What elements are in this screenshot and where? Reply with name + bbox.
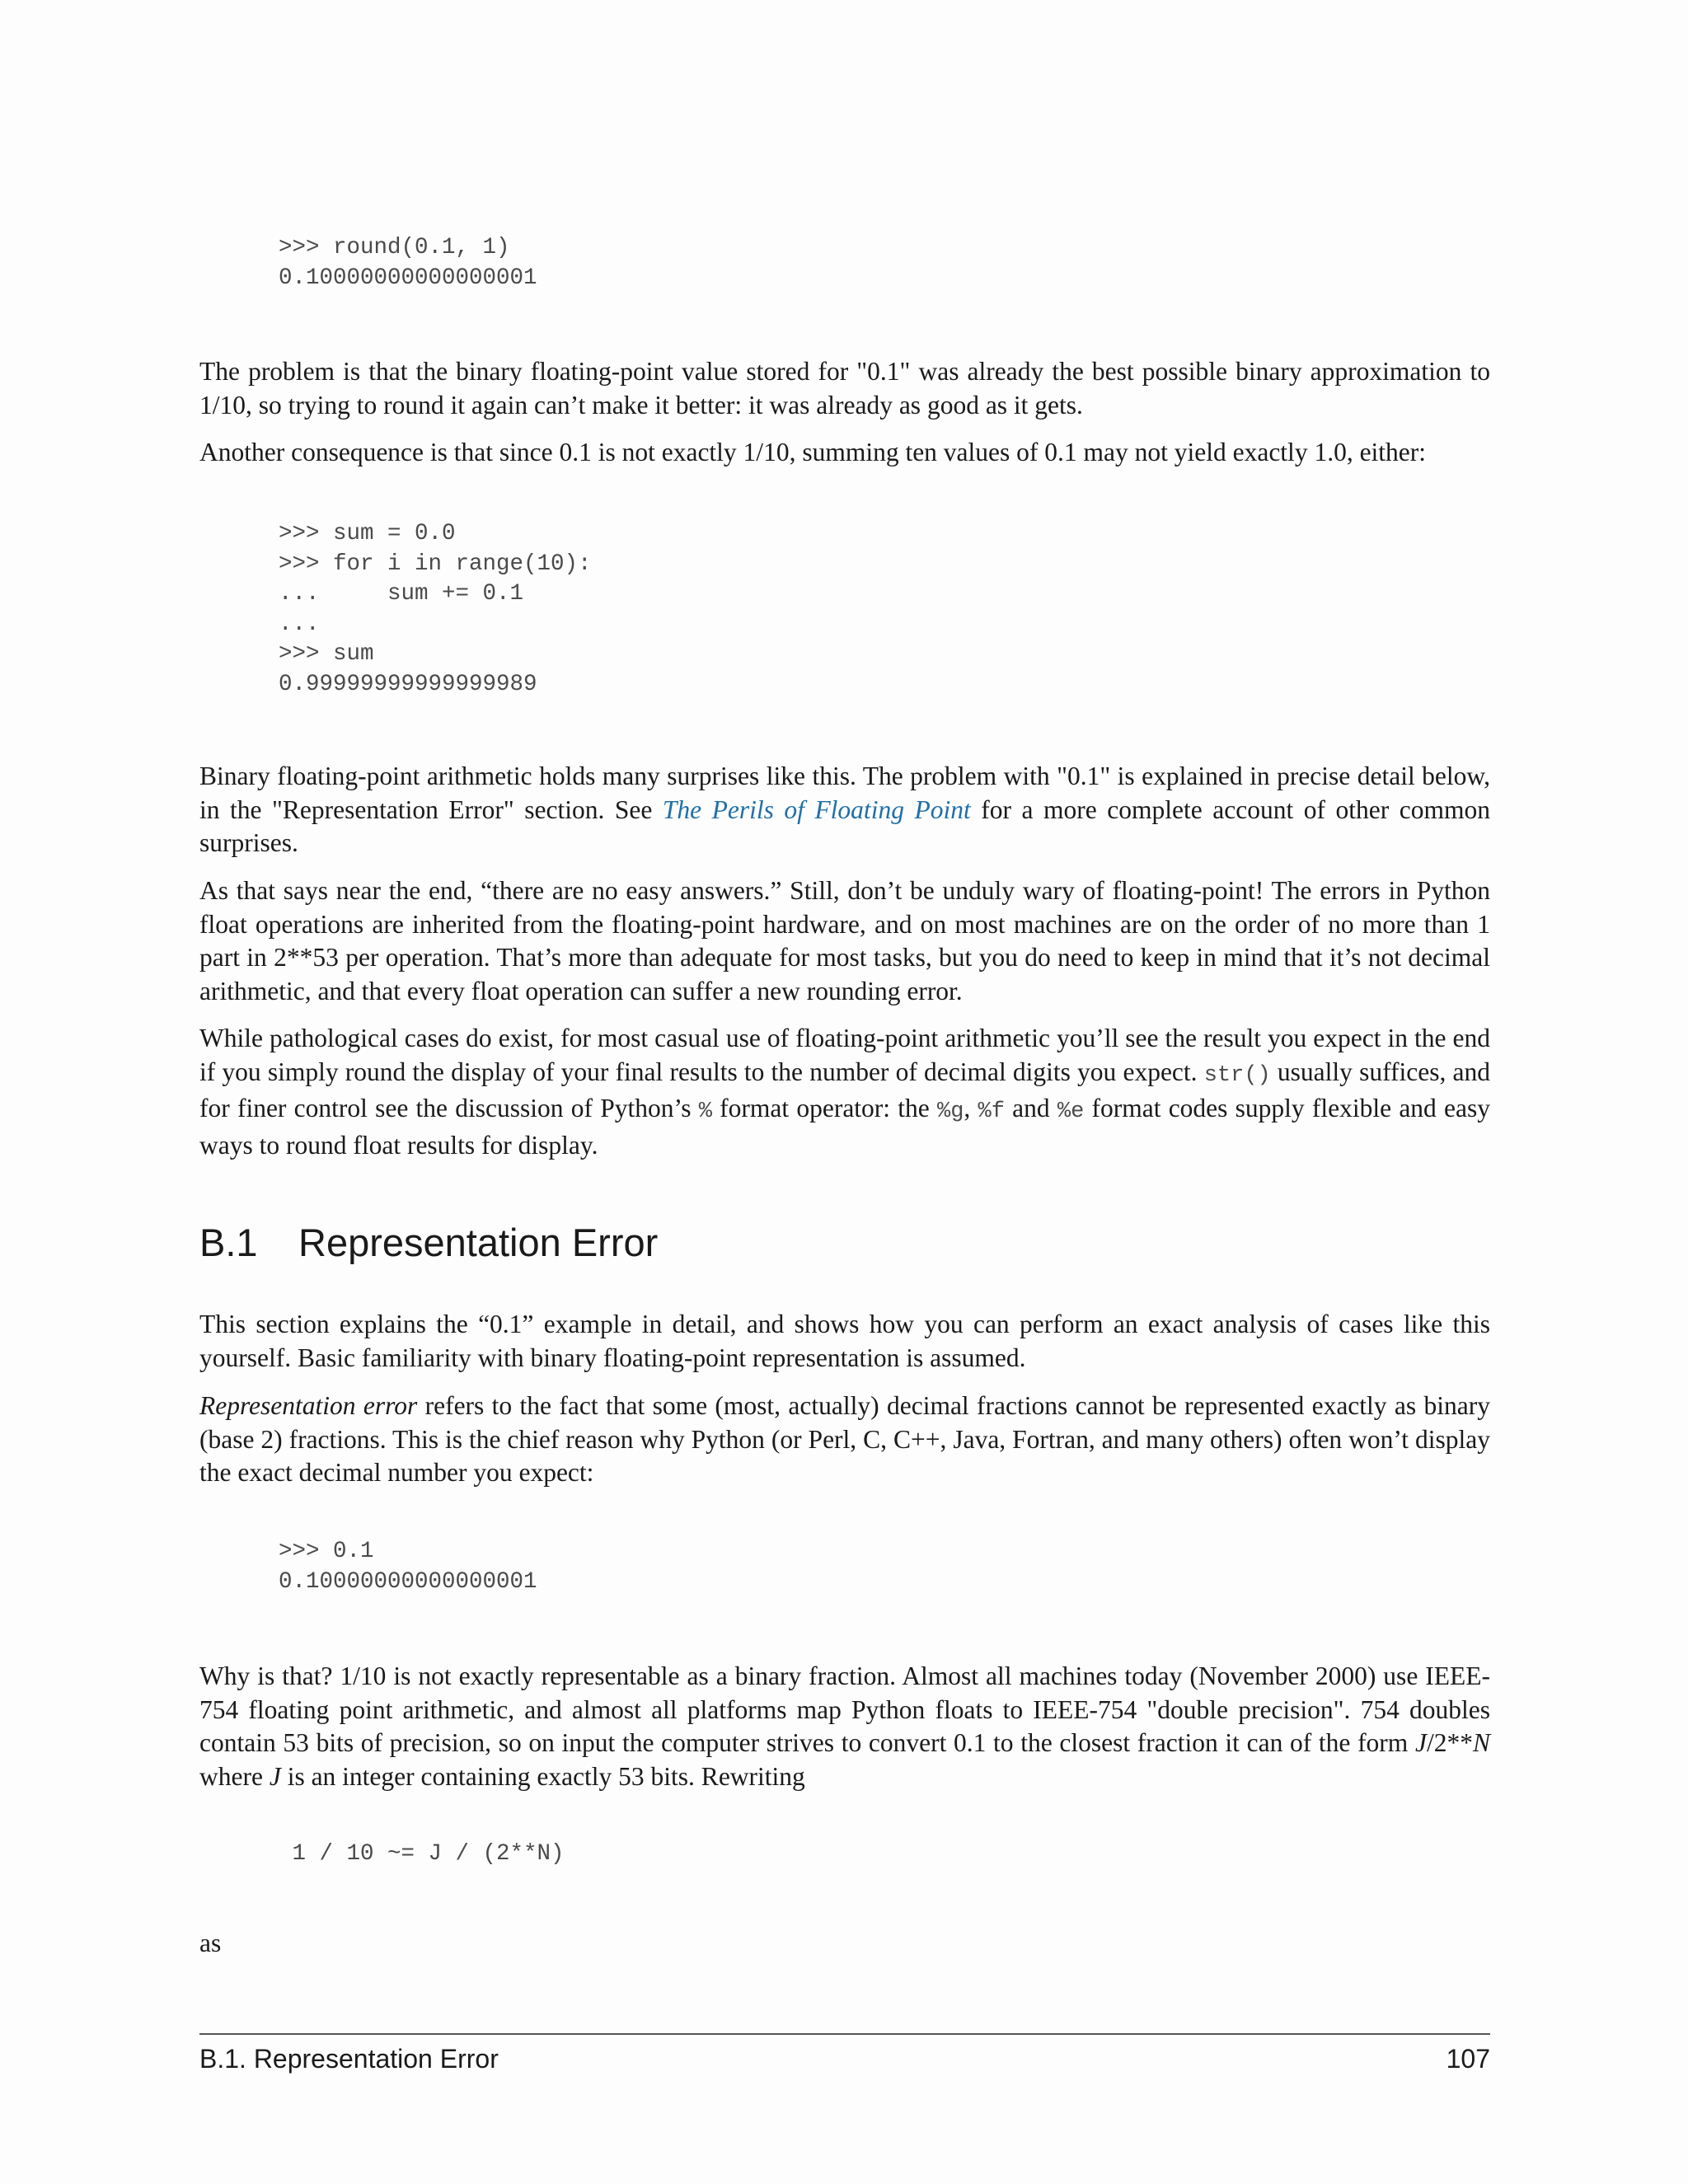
text-run: Binary floating-point arithmetic holds many surprises like this. The problem with "0.1" is explained in precise detail below, in the "Representation Error" section. See xyxy=(199,762,1490,824)
inline-code: str() xyxy=(1203,1062,1271,1088)
section-title-text: Representation Error xyxy=(298,1221,659,1264)
text-run: Why is that? 1/10 is not exactly representable as a binary fraction. Almost all machines today (November 2000) use IEEE-754 floating point arithmetic, and almost all platforms map Python floats to IEEE-754 "double precision". 754 doubles contain 53 bits of precision, so on input the computer strives to convert 0.1 to the closest fraction it can of the form xyxy=(199,1661,1490,1757)
code-block-round xyxy=(279,233,537,293)
text-run: usually suffices, and for finer control see the discussion of Python’s xyxy=(199,1057,1490,1122)
inline-code: % xyxy=(698,1099,712,1124)
math-var: N xyxy=(1472,1728,1490,1757)
code-line: >>> 0.1 xyxy=(279,1539,374,1564)
code-line: 1 / 10 ~= J / (2**N) xyxy=(279,1841,565,1867)
paragraph-section-intro xyxy=(199,1308,1490,1375)
code-block-point-one xyxy=(279,1537,537,1597)
inline-code: %f xyxy=(978,1099,1005,1124)
inline-code: %e xyxy=(1057,1099,1085,1124)
paragraph-representation-error xyxy=(199,1390,1490,1490)
math-var: J xyxy=(1414,1728,1427,1757)
code-line: >>> for i in range(10): xyxy=(279,551,592,577)
paragraph-text xyxy=(199,1660,1490,1793)
paragraph-text: As that says near the end, “there are no easy answers.” Still, don’t be unduly wary of floating-point! The errors in Python float operations are inherited from the floating-point hardware, and on most machines are on the order of no more than 1 part in 2**53 per operation. That’s more than adequate for most tasks, but you do need to keep in mind that it’s not decimal arithmetic, and that every float operation can suffer a new rounding error. xyxy=(199,876,1490,1005)
section-heading xyxy=(199,1220,1490,1266)
section-title xyxy=(199,1220,1490,1266)
paragraph-text xyxy=(199,760,1490,860)
page-footer xyxy=(199,2042,1490,2075)
paragraph-why xyxy=(199,1660,1490,1793)
text-run: for a more complete account of other common surprises. xyxy=(199,794,1490,857)
text-run: /2** xyxy=(1426,1728,1473,1757)
page-number: 107 xyxy=(1446,2044,1490,2074)
paragraph-consequence xyxy=(199,436,1490,470)
code-line: 0.99999999999999989 xyxy=(279,671,537,697)
inline-code: %g xyxy=(937,1099,964,1124)
perils-link[interactable]: The Perils of Floating Point xyxy=(662,794,971,824)
text-run: refers to the fact that some (most, actually) decimal fractions cannot be represented exactly as binary (base 2) fractions. This is the chief reason why Python (or Perl, C, C++, Java, Fortran, and many others) often won’t display the exact decimal number you expect: xyxy=(199,1391,1490,1487)
text-run: is an integer containing exactly 53 bits. Rewriting xyxy=(280,1761,805,1791)
code-line: >>> sum xyxy=(279,641,374,668)
paragraph-text: This section explains the “0.1” example in detail, and shows how you can perform an exact analysis of cases like this yourself. Basic familiarity with binary floating-point representation is assumed. xyxy=(199,1310,1490,1372)
paragraph-binary-value xyxy=(199,355,1490,422)
section-number: B.1 xyxy=(199,1221,258,1264)
code-line: ... sum += 0.1 xyxy=(279,581,524,607)
paragraph-as xyxy=(199,1927,1490,1961)
text-run: While pathological cases do exist, for most casual use of floating-point arithmetic you’ll see the result you expect in the end if you simply round the display of your final results to the number of decimal digits you expect. xyxy=(199,1024,1490,1086)
code-line: >>> sum = 0.0 xyxy=(279,521,456,546)
paragraph-text: The problem is that the binary floating-point value stored for "0.1" was already the best possible binary approximation to 1/10, so trying to round it again can’t make it better: it was already as good as it gets. xyxy=(199,357,1490,419)
text-run: where xyxy=(199,1761,270,1791)
text-run: format operator: the xyxy=(711,1094,937,1122)
footer-rule xyxy=(199,2033,1490,2035)
code-block-rewrite xyxy=(279,1840,565,1870)
paragraph-surprises xyxy=(199,760,1490,860)
paragraph-text: Another consequence is that since 0.1 is not exactly 1/10, summing ten values of 0.1 may not yield exactly 1.0, either: xyxy=(199,438,1427,466)
paragraph-text xyxy=(199,1022,1490,1162)
code-line: 0.10000000000000001 xyxy=(279,1568,537,1595)
paragraph-text xyxy=(199,1390,1490,1490)
code-block-sum xyxy=(279,519,592,701)
math-var: J xyxy=(269,1761,281,1791)
code-line: 0.10000000000000001 xyxy=(279,265,537,291)
emphasis-term: Representation error xyxy=(199,1391,418,1420)
text-run: , xyxy=(964,1094,978,1122)
text-run: format codes supply flexible and easy ways to round float results for display. xyxy=(199,1094,1491,1160)
footer-section-label: B.1. Representation Error xyxy=(199,2044,499,2074)
paragraph-pathological xyxy=(199,1022,1490,1162)
code-line: >>> round(0.1, 1) xyxy=(279,235,510,260)
text-run: and xyxy=(1004,1094,1057,1122)
code-line: ... xyxy=(279,611,320,637)
paragraph-no-easy-answers xyxy=(199,874,1490,1008)
paragraph-text: as xyxy=(199,1929,222,1957)
